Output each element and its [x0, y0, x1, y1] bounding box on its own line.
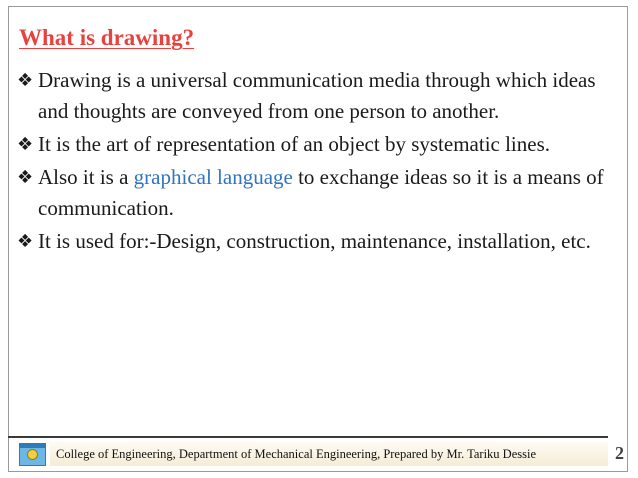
diamond-bullet-icon: ❖: [17, 167, 34, 188]
bullet-text: It is the art of representation of an object by systematic lines.: [38, 132, 551, 156]
slide: [8, 6, 628, 472]
bullet-item: [17, 226, 617, 257]
diamond-bullet-icon: ❖: [17, 231, 34, 252]
bullet-text: Drawing is a universal communication media through which ideas and thoughts are conveyed from one person to another.: [38, 68, 596, 123]
footer-credit: College of Engineering, Department of Mechanical Engineering, Prepared by Mr. Tariku Dessie: [56, 447, 536, 461]
diamond-bullet-icon: ❖: [17, 134, 34, 155]
bullet-text-before: Also it is a: [38, 165, 134, 189]
highlighted-term: graphical language: [133, 165, 293, 189]
bullet-item: [17, 162, 617, 224]
bullet-text-after: to exchange ideas so it is a means of communication.: [38, 165, 604, 220]
bullet-item: [17, 65, 617, 127]
college-logo-icon: [19, 443, 46, 466]
page-number: 2: [615, 443, 624, 463]
bullet-item: [17, 129, 617, 160]
diamond-bullet-icon: ❖: [17, 70, 34, 91]
bullet-list: [17, 65, 617, 259]
slide-title: What is drawing?: [19, 25, 195, 50]
bullet-text: It is used for:-Design, construction, maintenance, installation, etc.: [38, 229, 591, 253]
footer-divider: [8, 436, 608, 438]
